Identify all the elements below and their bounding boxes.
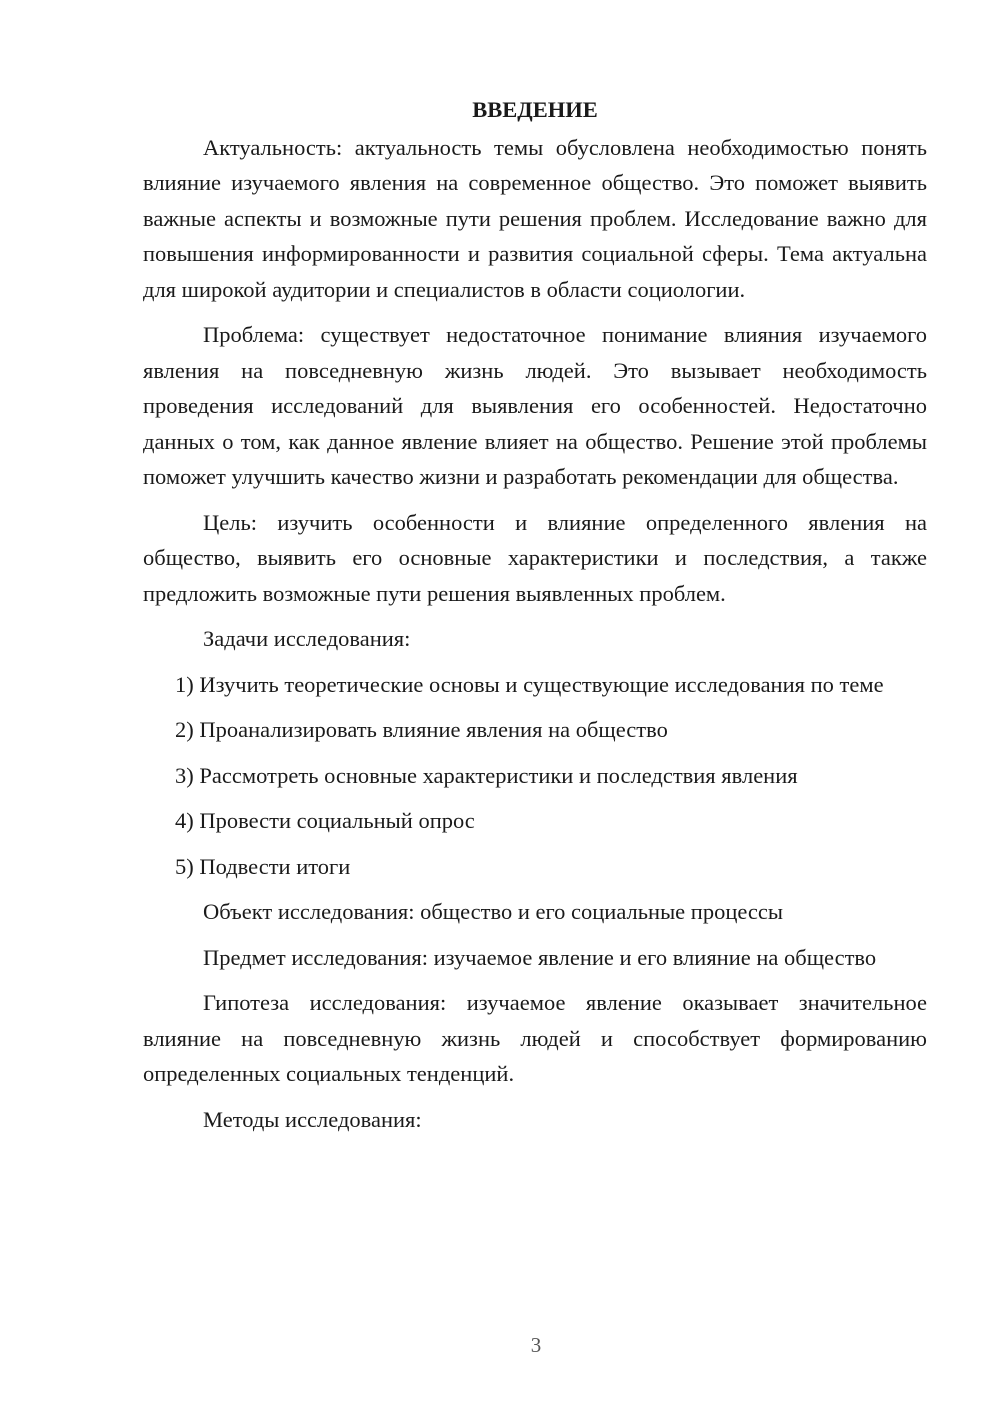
list-item: 3) Рассмотреть основные характеристики и последствия явления (175, 762, 798, 788)
paragraph-hypothesis: Гипотеза исследования: изучаемое явление оказывает значительное влияние на повседневную жизнь людей и способствует формированию определенных социальных тенденций. (143, 990, 927, 1086)
paragraph-relevance: Актуальность: актуальность темы обусловлена необходимостью понять влияние изучаемого явления на современное общество. Это поможет выявить важные аспекты и возможные пути решения проблем. Исследование важно для повышения информированности и развития социальной сферы. Тема актуальна для широкой аудитории и специалистов в области социологии. (143, 134, 927, 302)
paragraph-goal: Цель: изучить особенности и влияние определенного явления на общество, выявить его основные характеристики и последствия, а также предложить возможные пути решения выявленных проблем. (143, 509, 927, 606)
page-number: 3 (530, 1333, 542, 1357)
paragraph-methods: Методы исследования: (203, 1106, 422, 1132)
list-item: 5) Подвести итоги (175, 853, 351, 879)
paragraph-subject: Предмет исследования: изучаемое явление и его влияние на общество (203, 944, 877, 970)
page-content (143, 92, 927, 1147)
page-title: ВВЕДЕНИЕ (472, 97, 598, 122)
list-item: 1) Изучить теоретические основы и существующие исследования по теме (175, 671, 884, 697)
paragraph-problem: Проблема: существует недостаточное понимание влияния изучаемого явления на повседневную жизнь людей. Это вызывает необходимость проведения исследований для выявления его особенностей. Недостаточно данных о том, как данное явление влияет на общество. Решение этой проблемы поможет улучшить качество жизни и разработать рекомендации для общества. (143, 322, 927, 489)
paragraph-object: Объект исследования: общество и его социальные процессы (203, 899, 784, 924)
tasks-heading: Задачи исследования: (203, 626, 411, 651)
list-item: 2) Проанализировать влияние явления на общество (175, 717, 668, 742)
list-item: 4) Провести социальный опрос (175, 808, 475, 833)
tasks-list (143, 667, 927, 885)
